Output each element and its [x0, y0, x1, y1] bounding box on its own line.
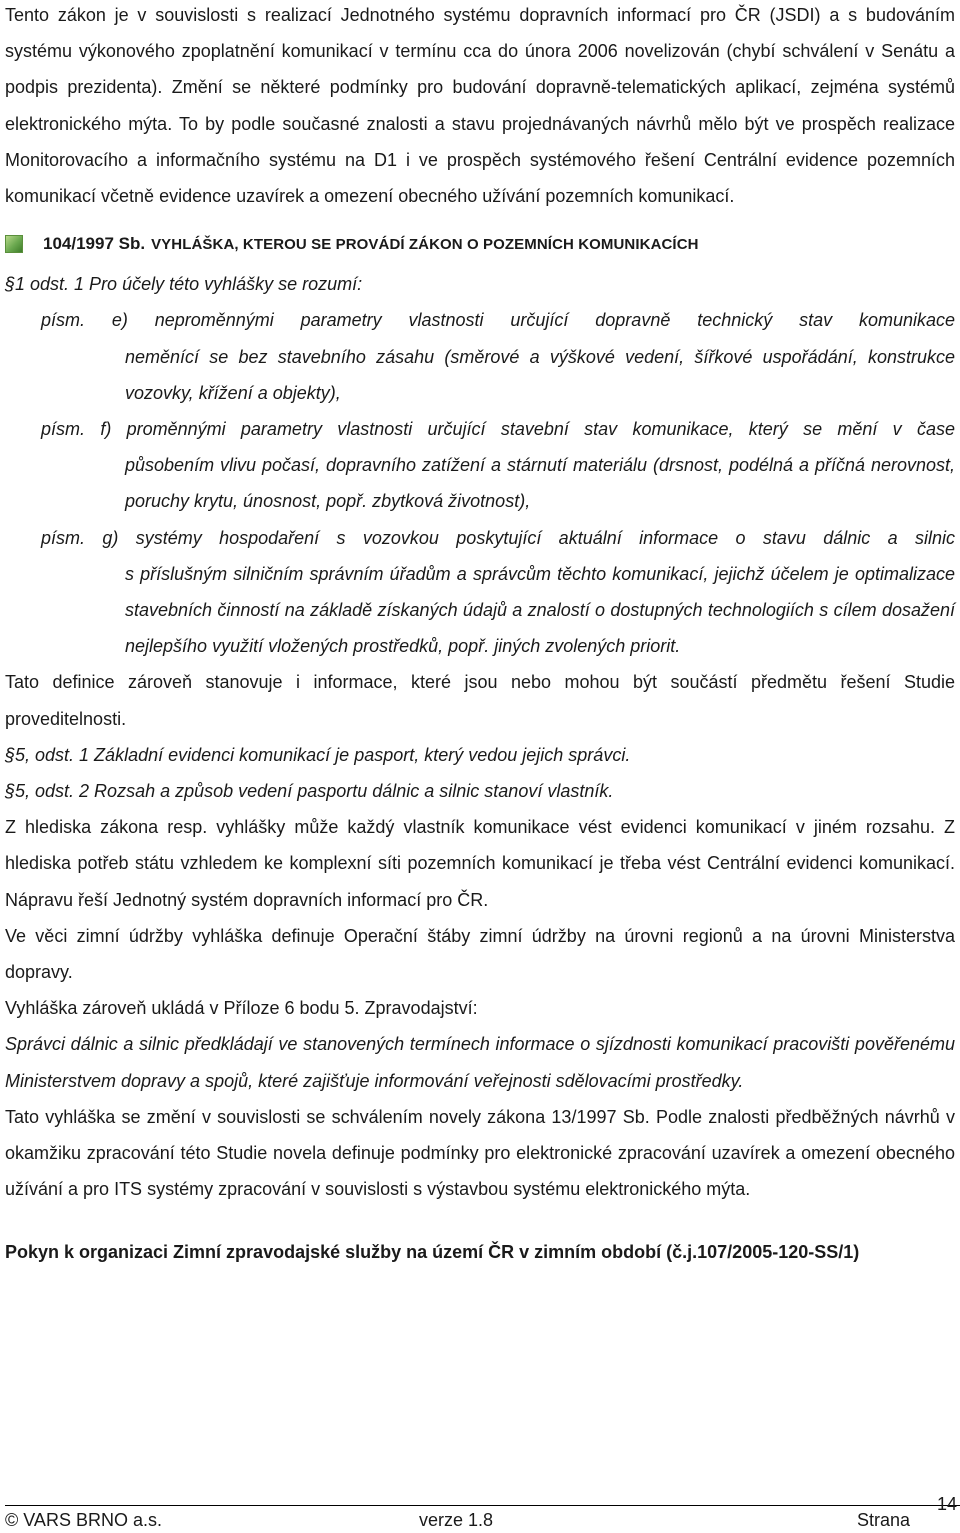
definition-label: písm. [41, 419, 86, 440]
green-bullet-icon [5, 235, 23, 253]
document-page [5, 0, 955, 1288]
section-5-odst-1: §5, odst. 1 Základní evidenci komunikací je pasport, který vedou jejich správci. [5, 744, 631, 765]
footer-page-label: Strana [857, 1510, 911, 1530]
page-footer [5, 1494, 960, 1533]
footer-company: © VARS BRNO a.s. [5, 1510, 162, 1530]
definition-rest: neměnící se bez stavebního zásahu (směrové a výškové vedení, šířkové uspořádání, konstrukce vozovky, křížení a objekty), [125, 346, 955, 403]
footer-version: verze 1.8 [419, 1510, 494, 1530]
section-heading [5, 226, 955, 262]
definition-label: písm. [41, 310, 86, 331]
definition-e [5, 302, 955, 411]
heading-title: VYHLÁŠKA, KTEROU SE PROVÁDÍ ZÁKON O POZEMNÍCH KOMUNIKACÍCH [151, 235, 699, 253]
paragraph-amendment: Tato vyhláška se změní v souvislosti se schválením novely zákona 13/1997 Sb. Podle znalosti předběžných návrhů v okamžiku zpracování této Studie novela definuje podmínky pro elektronické zpracování uzavírek a omezení obecného užívání a pro ITS systémy zpracování v souvislosti s výstavbou systému elektronického mýta. [5, 1106, 955, 1200]
paragraph-winter-maintenance: Ve věci zimní údržby vyhláška definuje Operační štáby zimní údržby na úrovni regionů a na úrovni Ministerstva dopravy. [5, 925, 955, 983]
section-5-odst-2: §5, odst. 2 Rozsah a způsob vedení pasportu dálnic a silnic stanoví vlastník. [5, 781, 614, 802]
section-1-intro: §1 odst. 1 Pro účely této vyhlášky se rozumí: [5, 274, 363, 295]
definition-first-line: f) proměnnými parametry vlastnosti určující stavební stav komunikace, který se mění v čase [100, 419, 955, 440]
instruction-heading: Pokyn k organizaci Zimní zpravodajské služby na území ČR v zimním období (č.j.107/2005-120-SS/1) [5, 1241, 860, 1262]
paragraph-appendix: Vyhláška zároveň ukládá v Příloze 6 bodu 5. Zpravodajství: [5, 998, 478, 1019]
definition-rest: s příslušným silničním správním úřadům a správcům těchto komunikací, jejichž účelem je optimalizace stavebních činností na základě získaných údajů a znalostí o dostupných technologiích s cílem dosažení nejlepšího využití vložených prostředků, popř. jiných zvolených priorit. [125, 563, 955, 657]
heading-number: 104/1997 Sb. [43, 234, 146, 254]
definition-label: písm. [41, 527, 86, 548]
paragraph-owner-evidence: Z hlediska zákona resp. vyhlášky může každý vlastník komunikace vést evidenci komunikací v jiném rozsahu. Z hlediska potřeb státu vzhledem ke komplexní síti pozemních komunikací je třeba vést Centrální evidenci komunikací. Nápravu řeší Jednotný systém dopravních informací pro ČR. [5, 817, 955, 910]
paragraph-intro: Tento zákon je v souvislosti s realizací Jednotného systému dopravních informací pro ČR (JSDI) a s budováním systému výkonového zpoplatnění komunikací v termínu cca do února 2006 novelizován (chybí schválení v Senátu a podpis prezidenta). Změní se některé podmínky pro budování dopravně-telematických aplikací, zejména systémů elektronického mýta. To by podle současné znalosti a stavu projednávaných návrhů mělo být ve prospěch realizace Monitorovacího a informačního systému na D1 i ve prospěch systémového řešení Centrální evidence pozemních komunikací včetně evidence uzavírek a omezení obecného užívání pozemních komunikací. [5, 5, 955, 207]
definition-g [5, 520, 955, 665]
paragraph-reporting: Správci dálnic a silnic předkládají ve stanovených termínech informace o sjízdnosti komunikací pracovišti pověřenému Ministerstvem dopravy a spojů, které zajišťuje informování veřejnosti sdělovacími prostředky. [5, 1034, 955, 1091]
paragraph-definition-note: Tato definice zároveň stanovuje i informace, které jsou nebo mohou být součástí předmětu řešení Studie proveditelnosti. [5, 672, 955, 729]
definition-f [5, 411, 955, 520]
footer-page-number: 14 [937, 1494, 958, 1514]
definition-first-line: e) neproměnnými parametry vlastnosti určující dopravně technický stav komunikace [111, 310, 955, 331]
definition-first-line: g) systémy hospodaření s vozovkou poskytující aktuální informace o stavu dálnic a silnic [102, 527, 955, 548]
definition-rest: působením vlivu počasí, dopravního zatížení a stárnutí materiálu (drsnost, podélná a příčná nerovnost, poruchy krytu, únosnost, popř. zbytková životnost), [125, 455, 955, 512]
